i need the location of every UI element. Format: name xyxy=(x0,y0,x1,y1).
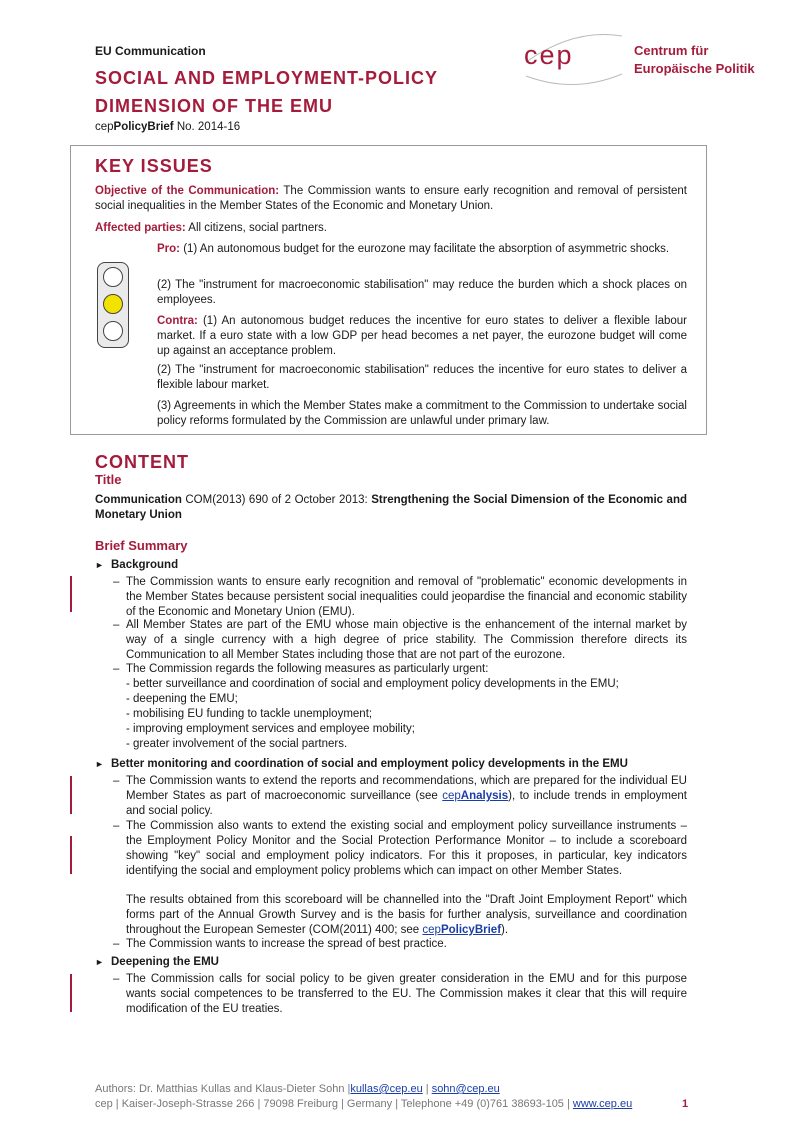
list-item: – The Commission wants to ensure early recognition and removal of "problematic" economic developments in the Member States because persistent social inequalities could jeopardise the financial and economic stability of the Economic and Monetary Union (EMU). xyxy=(113,576,687,618)
cep-logo xyxy=(524,34,764,90)
email-kullas-link[interactable]: kullas@cep.eu xyxy=(350,1083,423,1095)
list-item: – The Commission calls for social policy to be given greater consideration in the EMU and for this purpose wants social competences to be transferred to the EU. The Commission makes it clear that this will require modification of the EU treaties. xyxy=(113,973,687,1015)
contra-3: (3) Agreements in which the Member States make a commitment to the Commission to undertake social policy reforms formulated by the Commission are unlawful under primary law. xyxy=(157,400,687,427)
pro-1: Pro: (1) An autonomous budget for the eurozone may facilitate the absorption of asymmetric shocks. xyxy=(157,243,670,255)
email-sohn-link[interactable]: sohn@cep.eu xyxy=(431,1083,500,1095)
margin-marker xyxy=(70,576,72,612)
contra-1: Contra: (1) An autonomous budget reduces the incentive for euro states to deliver a flexible labour market. If a euro state with a low GDP per head becomes a net payer, the eurozone budget will come up against an acceptance problem. xyxy=(157,315,687,357)
margin-marker xyxy=(70,974,72,1012)
traffic-light-top-icon xyxy=(103,267,123,287)
website-link[interactable]: www.cep.eu xyxy=(572,1098,633,1110)
bullet-triangle-icon: ► xyxy=(95,759,104,769)
brief-summary-subheading: Brief Summary xyxy=(95,538,188,553)
bullet-triangle-icon: ► xyxy=(95,560,104,570)
policy-brief-number: cepPolicyBrief No. 2014-16 xyxy=(95,121,241,133)
title-subheading: Title xyxy=(95,472,122,487)
measure-item: - better surveillance and coordination of social and employment policy developments in the EMU; xyxy=(126,678,619,690)
series-label: EU Communication xyxy=(95,44,206,58)
objective-paragraph: Objective of the Communication: The Commission wants to ensure early recognition and removal of persistent social inequalities in the Member States of the Economic and Monetary Union. xyxy=(95,185,687,212)
background-heading: ► Background xyxy=(95,559,179,571)
organisation-name: Centrum für Europäische Politik xyxy=(634,43,755,76)
key-issues-heading: KEY ISSUES xyxy=(95,156,213,176)
list-item: – The Commission also wants to extend the existing social and employment policy surveillance instruments – the Employment Policy Monitor and the Social Protection Performance Monitor – to include a scoreboard showing "key" social and employment policy indicators. For this it proposes, in particular, key indicators identifying the social and employment policy problems which can impact on other Member States. xyxy=(113,820,687,877)
pro-2: (2) The "instrument for macroeconomic stabilisation" may reduce the burden which a shock places on employees. xyxy=(157,279,687,306)
deepening-heading: ► Deepening the EMU xyxy=(95,956,219,968)
contra-2: (2) The "instrument for macroeconomic stabilisation" reduces the incentive for euro states to deliver a flexible labour market. xyxy=(157,364,687,391)
monitoring-heading: ► Better monitoring and coordination of social and employment policy developments in the EMU xyxy=(95,758,628,770)
margin-marker xyxy=(70,836,72,874)
list-item-continuation: The results obtained from this scoreboard will be channelled into the "Draft Joint Employment Report" which forms part of the Annual Growth Survey and is the basis for further analysis, surveillance and coordination throughout the European Semester (COM(2011) 400; see cepPolicyBrief). xyxy=(126,894,687,936)
measure-item: - deepening the EMU; xyxy=(126,693,238,705)
traffic-light-middle-icon xyxy=(103,294,123,314)
content-heading: CONTENT xyxy=(95,452,189,472)
measure-item: - improving employment services and employee mobility; xyxy=(126,723,415,735)
footer-address: cep | Kaiser-Joseph-Strasse 266 | 79098 Freiburg | Germany | Telephone +49 (0)761 38693-105 | www.cep.eu xyxy=(95,1098,633,1110)
document-title: SOCIAL AND EMPLOYMENT-POLICY DIMENSION OF THE EMU xyxy=(95,68,439,116)
margin-marker xyxy=(70,776,72,814)
logo-wordmark: cep xyxy=(524,40,574,70)
affected-parties: Affected parties: All citizens, social partners. xyxy=(95,222,328,234)
measure-item: - greater involvement of the social partners. xyxy=(126,738,348,750)
communication-title: Communication COM(2013) 690 of 2 October 2013: Strengthening the Social Dimension of the Economic and Monetary Union xyxy=(95,494,687,521)
list-item: – The Commission regards the following measures as particularly urgent: xyxy=(113,663,489,675)
measure-item: - mobilising EU funding to tackle unemployment; xyxy=(126,708,373,720)
traffic-light-icon xyxy=(97,262,129,348)
footer-authors: Authors: Dr. Matthias Kullas and Klaus-Dieter Sohn |kullas@cep.eu | sohn@cep.eu xyxy=(95,1083,500,1095)
traffic-light-bottom-icon xyxy=(103,321,123,341)
page-number: 1 xyxy=(682,1098,689,1110)
list-item: – All Member States are part of the EMU whose main objective is the enhancement of the internal market by way of a single currency with a high degree of price stability. The Commission therefore directs its Communication to all Member States including those that are not part of the eurozone. xyxy=(113,619,687,661)
list-item: – The Commission wants to increase the spread of best practice. xyxy=(113,938,447,950)
cep-analysis-link[interactable]: cepAnalysis xyxy=(442,790,509,802)
cep-policybrief-link[interactable]: cepPolicyBrief xyxy=(422,924,502,936)
bullet-triangle-icon: ► xyxy=(95,957,104,967)
list-item: – The Commission wants to extend the reports and recommendations, which are prepared for the individual EU Member States as part of macroeconomic surveillance (see cepAnalysis), to include trends in employment and social policy. xyxy=(113,775,687,817)
